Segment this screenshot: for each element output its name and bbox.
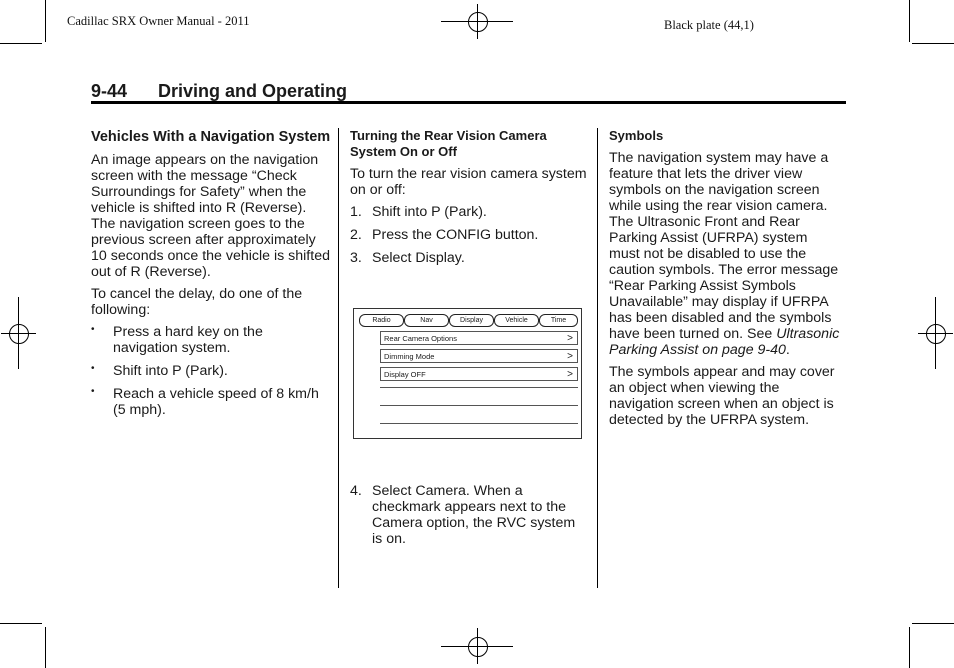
title-rule — [91, 101, 846, 104]
chevron-right-icon: > — [567, 333, 573, 344]
chevron-right-icon: > — [567, 351, 573, 362]
menu-row-dimming-mode: Dimming Mode > — [380, 349, 578, 363]
cross-reference-link: Ultrasonic Parking Assist on page 9-40 — [609, 326, 840, 358]
heading-navigation-vehicles: Vehicles With a Navigation System — [91, 129, 331, 145]
navigation-screen-illustration — [353, 308, 582, 439]
chevron-right-icon: > — [567, 369, 573, 380]
step-item: 3. Select Display. — [350, 250, 465, 266]
plate-label: Black plate (44,1) — [664, 18, 754, 32]
tab-time: Time — [539, 314, 578, 327]
list-item: • Reach a vehicle speed of 8 km/h (5 mph). — [91, 386, 319, 418]
menu-row-display-off: Display OFF > — [380, 367, 578, 381]
tab-nav: Nav — [404, 314, 449, 327]
paragraph: The navigation system may have a feature that lets the driver view symbols on the navigation screen while using the rear vision camera. The Ultrasonic Front and Rear Parking Assist (UFRPA) system must not be disabled to use the caution symbols. The error message “Rear Parking Assist Symbols Unavailable” may display if UFRPA has been disabled and the symbols have been turned on. See Ultrasonic Parking Assist on page 9-40. — [609, 150, 840, 358]
step-item: 1. Shift into P (Park). — [350, 204, 487, 220]
column-3 — [609, 128, 841, 434]
column-divider — [597, 128, 598, 588]
column-1 — [91, 128, 331, 425]
tab-display: Display — [449, 314, 494, 327]
step-item: 2. Press the CONFIG button. — [350, 227, 539, 243]
bullet: • — [91, 363, 95, 374]
menu-divider — [380, 405, 578, 406]
heading-rear-vision-camera: Turning the Rear Vision Camera System On or Off — [350, 128, 547, 159]
paragraph: An image appears on the navigation screen with the message “Check Surroundings for Safety” when the vehicle is shifted into R (Reverse). The navigation screen goes to the previous screen after approximately 10 seconds once the vehicle is shifted out of R (Reverse). — [91, 152, 330, 280]
column-2 — [350, 128, 588, 273]
bullet: • — [91, 386, 95, 397]
paragraph: To turn the rear vision camera system on or off: — [350, 166, 587, 198]
paragraph: To cancel the delay, do one of the following: — [91, 286, 303, 318]
list-item: • Press a hard key on the navigation system. — [91, 324, 263, 356]
manual-title: Cadillac SRX Owner Manual - 2011 — [67, 14, 250, 28]
step-item: 4. Select Camera. When a checkmark appears next to the Camera option, the RVC system is on. — [350, 483, 576, 547]
tab-vehicle: Vehicle — [494, 314, 539, 327]
list-item: • Shift into P (Park). — [91, 363, 228, 379]
page-number: 9-44 — [91, 81, 128, 101]
column-divider — [338, 128, 339, 588]
menu-divider — [380, 387, 578, 388]
menu-row-rear-camera-options: Rear Camera Options > — [380, 331, 578, 345]
menu-divider — [380, 423, 578, 424]
section-title: Driving and Operating — [158, 81, 348, 101]
bullet: • — [91, 324, 95, 335]
paragraph: The symbols appear and may cover an object when viewing the navigation screen when an object is detected by the UFRPA system. — [609, 364, 835, 428]
column-2-step-4 — [350, 483, 588, 554]
heading-symbols: Symbols — [609, 128, 664, 143]
tab-radio: Radio — [359, 314, 404, 327]
